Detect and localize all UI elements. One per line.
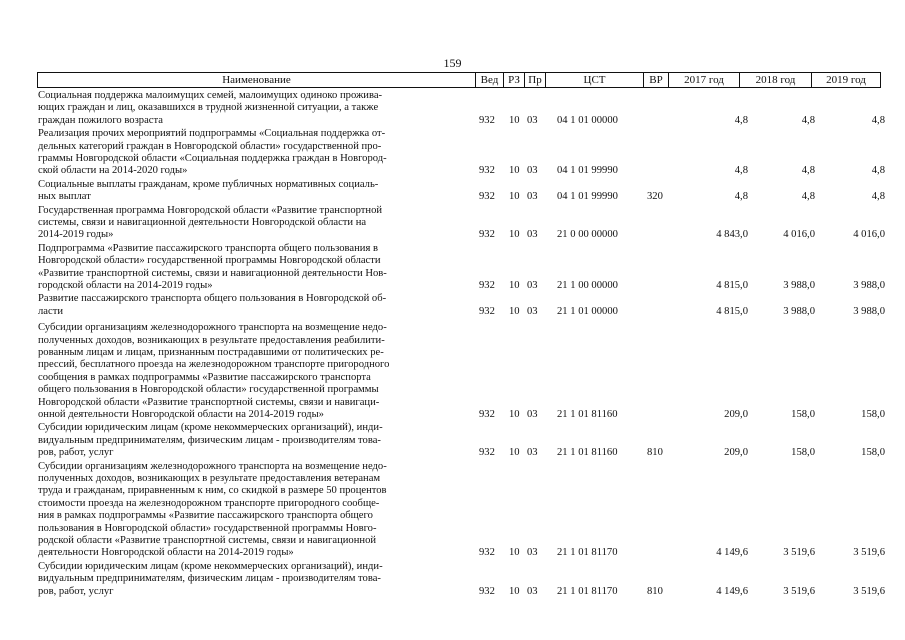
cell-2017: 209,0 [724,408,748,420]
cell-cst: 21 1 01 81170 [557,547,618,559]
cell-ved: 932 [479,114,495,126]
cell-2019: 3 988,0 [853,305,885,317]
cell-pr: 03 [527,447,538,459]
row-name-line: ных выплат [38,191,91,203]
cell-vr: 810 [647,447,663,459]
row-name-line: полученных доходов, возникающих в результате предоставления реабилити- [38,334,385,346]
cell-2019: 3 519,6 [853,547,885,559]
table-row [0,90,905,127]
cell-cst: 21 1 01 00000 [557,305,618,317]
row-name [38,293,472,318]
row-name-line: полученных доходов, возникающих в результате предоставления ветеранам [38,472,381,484]
cell-2018: 3 988,0 [783,279,815,291]
row-name-line: Субсидии организациям железнодорожного транспорта на возмещение недо- [38,460,387,472]
row-name-line: сообщения в рамках подпрограммы «Развитие пассажирского транспорта [38,371,371,383]
cell-rz: 10 [509,165,520,177]
header-name: Наименование [38,73,476,87]
cell-ved: 932 [479,408,495,420]
row-name [38,90,472,127]
table-row [0,243,905,293]
cell-pr: 03 [527,229,538,241]
row-name-line: Субсидии юридическим лицам (кроме некоммерческих организаций), инди- [38,422,383,434]
row-name [38,322,472,421]
row-name-line: родской области «Развитие транспортной системы, связи и навигационной [38,534,377,546]
cell-rz: 10 [509,547,520,559]
row-name-line: Реализация прочих мероприятий подпрограммы «Социальная поддержка от- [38,128,386,140]
header-vr: ВР [644,73,669,87]
row-name-line: городской области на 2014-2019 годы» [38,279,213,291]
cell-2018: 4,8 [801,165,815,177]
row-name-line: дельных категорий граждан в Новгородской области» государственной про- [38,140,382,152]
cell-pr: 03 [527,165,538,177]
cell-cst: 21 0 00 00000 [557,229,618,241]
row-name [38,561,472,598]
header-2018: 2018 год [740,73,812,87]
cell-rz: 10 [509,229,520,241]
row-name-line: Развитие пассажирского транспорта общего пользования в Новгородской об- [38,293,387,305]
cell-cst: 21 1 00 00000 [557,279,618,291]
cell-vr: 320 [647,191,663,203]
cell-rz: 10 [509,447,520,459]
table-header [37,72,881,88]
header-ved: Вед [476,73,504,87]
table-row [0,422,905,459]
cell-cst: 04 1 01 00000 [557,114,618,126]
row-name-line: «Развитие транспортной системы, связи и навигационной деятельности Нов- [38,267,387,279]
cell-ved: 932 [479,229,495,241]
cell-2018: 3 519,6 [783,585,815,597]
cell-2019: 3 988,0 [853,279,885,291]
cell-cst: 21 1 01 81160 [557,447,618,459]
table-row [0,293,905,318]
row-name [38,205,472,242]
row-name-line: граммы Новгородской области «Социальная поддержка граждан в Новгород- [38,153,387,164]
row-name-line: онной деятельности Новгородской области на 2014-2019 годы» [38,409,324,420]
cell-2019: 4,8 [871,114,885,126]
cell-pr: 03 [527,191,538,203]
cell-ved: 932 [479,447,495,459]
cell-rz: 10 [509,408,520,420]
table-row [0,205,905,242]
cell-2019: 4,8 [871,191,885,203]
row-name-line: Государственная программа Новгородской области «Развитие транспортной [38,204,383,216]
cell-pr: 03 [527,114,538,126]
cell-2019: 158,0 [861,447,885,459]
row-name-line: ющих граждан и лиц, оказавшихся в трудной жизненной ситуации, а также [38,102,379,114]
row-name-line: ской области на 2014-2020 годы» [38,165,188,177]
row-name-line: Социальная поддержка малоимущих семей, малоимущих одиноко прожива- [38,90,383,101]
cell-ved: 932 [479,191,495,203]
cell-2017: 4,8 [734,114,748,126]
table-row [0,322,905,421]
cell-2018: 3 519,6 [783,547,815,559]
row-name-line: Субсидии юридическим лицам (кроме некоммерческих организаций), инди- [38,560,383,572]
row-name-line: ласти [38,305,63,317]
row-name-line: деятельности Новгородской области на 2014-2019 годы» [38,547,294,559]
cell-2017: 4 815,0 [716,279,748,291]
row-name-line: ров, работ, услуг [38,447,114,459]
table-row [0,561,905,598]
cell-ved: 932 [479,547,495,559]
cell-rz: 10 [509,585,520,597]
cell-2017: 4 843,0 [716,229,748,241]
row-name-line: ния в рамках подпрограммы «Развитие пассажирского транспорта общего [38,510,373,522]
cell-rz: 10 [509,305,520,317]
row-name-line: труда и гражданам, приравненным к ним, со скидкой в размере 50 процентов [38,485,387,497]
table-row [0,461,905,560]
cell-pr: 03 [527,547,538,559]
cell-ved: 932 [479,165,495,177]
cell-cst: 04 1 01 99990 [557,165,618,177]
cell-2018: 158,0 [791,408,815,420]
cell-2017: 4 815,0 [716,305,748,317]
row-name-line: прессий, бесплатного проезда на железнодорожном транспорте пригородного [38,359,390,371]
row-name-line: видуальным предпринимателям, физическим лицам - производителям това- [38,573,381,585]
cell-2017: 4,8 [734,165,748,177]
row-name [38,461,472,560]
cell-2018: 3 988,0 [783,305,815,317]
cell-2018: 158,0 [791,447,815,459]
cell-2017: 4 149,6 [716,547,748,559]
cell-2017: 4,8 [734,191,748,203]
cell-rz: 10 [509,191,520,203]
cell-ved: 932 [479,305,495,317]
table-row [0,179,905,204]
row-name-line: видуальным предпринимателям, физическим лицам - производителям това- [38,434,381,446]
row-name-line: общего пользования в Новгородской области» государственной программы [38,384,379,396]
row-name-line: Субсидии организациям железнодорожного транспорта на возмещение недо- [38,322,387,334]
cell-pr: 03 [527,305,538,317]
cell-2018: 4 016,0 [783,229,815,241]
page-number: 159 [443,56,462,70]
cell-vr: 810 [647,585,663,597]
header-cst: ЦСТ [546,73,644,87]
cell-2019: 158,0 [861,408,885,420]
header-2019: 2019 год [826,74,866,86]
cell-2018: 4,8 [801,114,815,126]
cell-2019: 3 519,6 [853,585,885,597]
cell-pr: 03 [527,279,538,291]
cell-ved: 932 [479,585,495,597]
cell-cst: 04 1 01 99990 [557,191,618,203]
row-name-line: стоимости проезда на железнодорожном транспорте пригородного сообще- [38,497,380,509]
row-name-line: Социальные выплаты гражданам, кроме публичных нормативных социаль- [38,178,379,190]
cell-pr: 03 [527,585,538,597]
cell-cst: 21 1 01 81160 [557,408,618,420]
row-name [38,243,472,293]
row-name-line: 2014-2019 годы» [38,229,114,241]
cell-cst: 21 1 01 81170 [557,585,618,597]
header-pr: Пр [525,73,546,87]
header-2017: 2017 год [669,73,740,87]
row-name-line: системы, связи и навигационной деятельности Новгородской области на [38,216,367,228]
header-rz: РЗ [504,73,525,87]
row-name-line: граждан пожилого возраста [38,114,163,126]
cell-2019: 4 016,0 [853,229,885,241]
row-name-line: ров, работ, услуг [38,585,114,597]
table-body [0,90,905,599]
cell-2019: 4,8 [871,165,885,177]
row-name [38,128,472,178]
row-name-line: Новгородской области «Развитие транспортной системы, связи и навигаци- [38,396,380,408]
cell-rz: 10 [509,114,520,126]
row-name-line: Подпрограмма «Развитие пассажирского транспорта общего пользования в [38,242,378,254]
cell-2018: 4,8 [801,191,815,203]
row-name [38,422,472,459]
table-row [0,128,905,178]
row-name-line: пользования в Новгородской области» государственной программы Новго- [38,522,377,534]
row-name [38,179,472,204]
cell-ved: 932 [479,279,495,291]
cell-rz: 10 [509,279,520,291]
cell-2017: 4 149,6 [716,585,748,597]
row-name-line: Новгородской области» государственной программы Новгородской области [38,255,381,267]
cell-pr: 03 [527,408,538,420]
cell-2017: 209,0 [724,447,748,459]
row-name-line: рованным лицам и лицам, признанным пострадавшими от политических ре- [38,346,384,358]
